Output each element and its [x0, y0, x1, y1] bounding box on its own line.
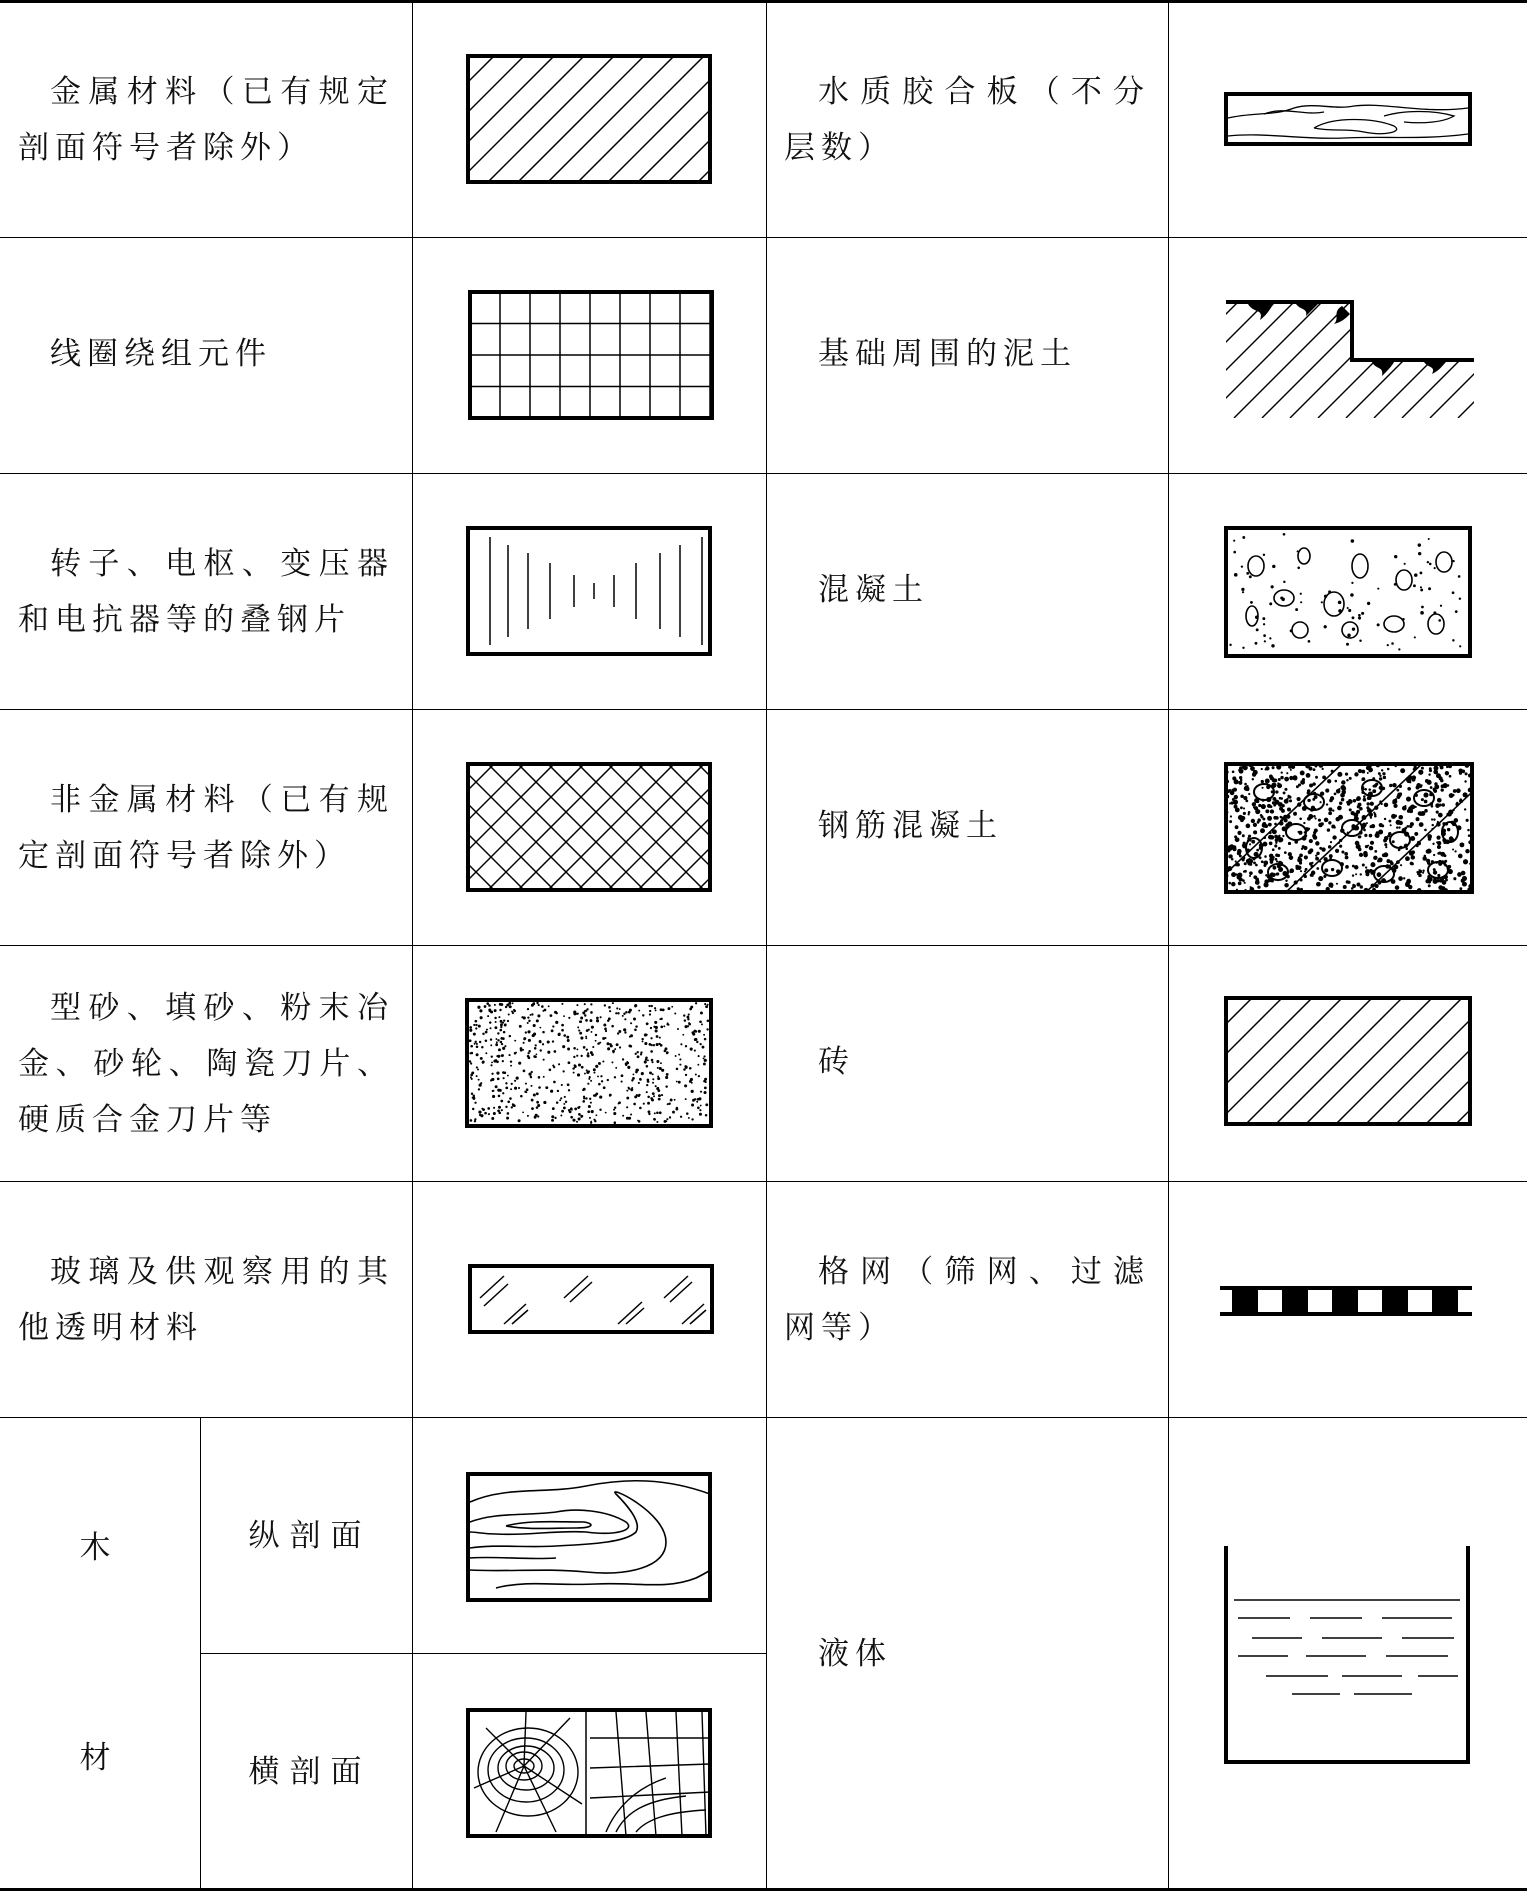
column-divider — [766, 0, 767, 1890]
glass-label: 玻璃及供观察用的其他透明材料 — [18, 1254, 394, 1346]
plywood-label: 水质胶合板（不分层数） — [784, 74, 1150, 166]
wood-longitudinal-symbol — [466, 1472, 712, 1602]
row-divider — [0, 709, 1527, 710]
column-divider — [1168, 0, 1169, 1890]
table-bottom-border — [0, 1888, 1527, 1891]
plywood-symbol — [1224, 92, 1472, 146]
brick-label: 砖 — [818, 1044, 855, 1080]
wood-subrow-divider — [200, 1653, 766, 1654]
sand-label: 型砂、填砂、粉末冶金、砂轮、陶瓷刀片、硬质合金刀片等 — [18, 990, 394, 1138]
liquid-symbol — [1222, 1544, 1474, 1766]
coil-grid-symbol — [468, 290, 714, 420]
sand-dots-symbol — [465, 998, 713, 1128]
reinforced-concrete-label: 钢筋混凝土 — [818, 808, 1003, 844]
reinforced-concrete-symbol — [1224, 762, 1474, 894]
mesh-label: 格网（筛网、过滤网等） — [784, 1254, 1150, 1346]
wood-transverse-symbol — [466, 1708, 712, 1838]
wood-group-label-bottom: 材 — [79, 1740, 121, 1776]
wood-transverse-label: 横剖面 — [248, 1754, 372, 1790]
nonmetal-label: 非金属材料（已有规定剖面符号者除外） — [18, 782, 394, 874]
metal-label: 金属材料（已有规定剖面符号者除外） — [18, 74, 394, 166]
concrete-label: 混凝土 — [818, 572, 929, 608]
concrete-symbol — [1224, 526, 1472, 658]
nonmetal-crosshatch-symbol — [466, 762, 712, 892]
mesh-symbol — [1218, 1284, 1474, 1318]
brick-symbol — [1224, 996, 1472, 1126]
liquid-label: 液体 — [818, 1636, 892, 1672]
row-divider — [0, 473, 1527, 474]
laminated-steel-symbol — [466, 526, 712, 656]
lamination-label: 转子、电枢、变压器和电抗器等的叠钢片 — [18, 546, 394, 638]
row-divider — [0, 1181, 1527, 1182]
soil-symbol — [1224, 294, 1476, 418]
coil-label: 线圈绕组元件 — [50, 336, 272, 372]
glass-symbol — [468, 1264, 714, 1334]
soil-label: 基础周围的泥土 — [818, 336, 1077, 372]
row-divider — [0, 945, 1527, 946]
row-divider — [0, 237, 1527, 238]
wood-group-divider — [200, 1417, 201, 1890]
row-divider — [0, 1417, 1527, 1418]
table-top-border — [0, 0, 1527, 3]
wood-group-label-top: 木 — [79, 1530, 121, 1566]
column-divider — [412, 0, 413, 1890]
wood-longitudinal-label: 纵剖面 — [248, 1518, 372, 1554]
metal-hatch-symbol — [466, 54, 712, 184]
